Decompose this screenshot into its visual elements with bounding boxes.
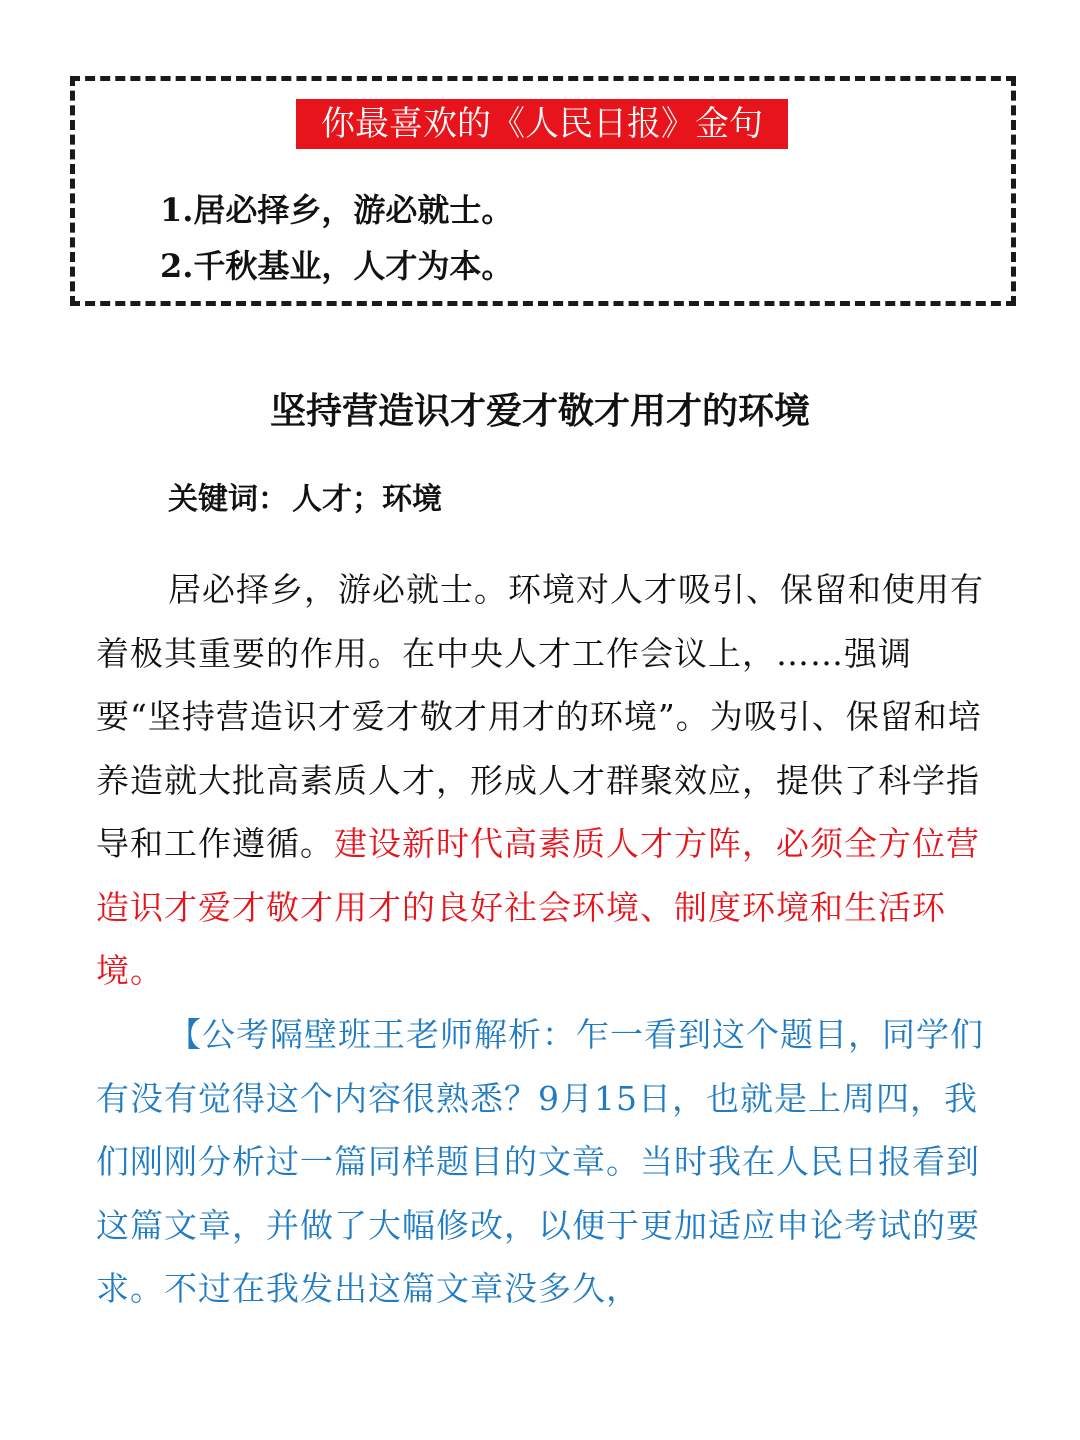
analysis-paragraph: [96, 1003, 996, 1321]
body-paragraph-1-highlight: 建设新时代高素质人才方阵，必须全方位营造识才爱才敬才用才的良好社会环境、制度环境和生活环境。: [96, 824, 980, 990]
keywords-value: 人才；环境: [292, 482, 442, 517]
analysis-paragraph-text: 【公考隔壁班王老师解析：乍一看到这个题目，同学们有没有觉得这个内容很熟悉？9月15日，也就是上周四，我们刚刚分析过一篇同样题目的文章。当时我在人民日报看到这篇文章，并做了大幅修改，以便于更加适应申论考试的要求。不过在我发出这篇文章没多久，: [96, 1015, 984, 1308]
quote-item-1: 1.居必择乡，游必就士。: [160, 191, 514, 229]
keywords-label: 关键词：: [168, 482, 288, 517]
quote-box-header: 你最喜欢的《人民日报》金句: [296, 99, 788, 149]
keywords: [168, 477, 442, 523]
quote-item-2: 2.千秋基业，人才为本。: [160, 247, 514, 285]
article-title: 坚持营造识才爱才敬才用才的环境: [269, 391, 810, 432]
body-paragraph-1: [96, 558, 996, 1003]
body-paragraph-1-text: 居必择乡，游必就士。环境对人才吸引、保留和使用有着极其重要的作用。在中央人才工作会议上，……强调要“坚持营造识才爱才敬才用才的环境”。为吸引、保留和培养造就大批高素质人才，形成人才群聚效应，提供了科学指导和工作遵循。: [96, 570, 984, 863]
